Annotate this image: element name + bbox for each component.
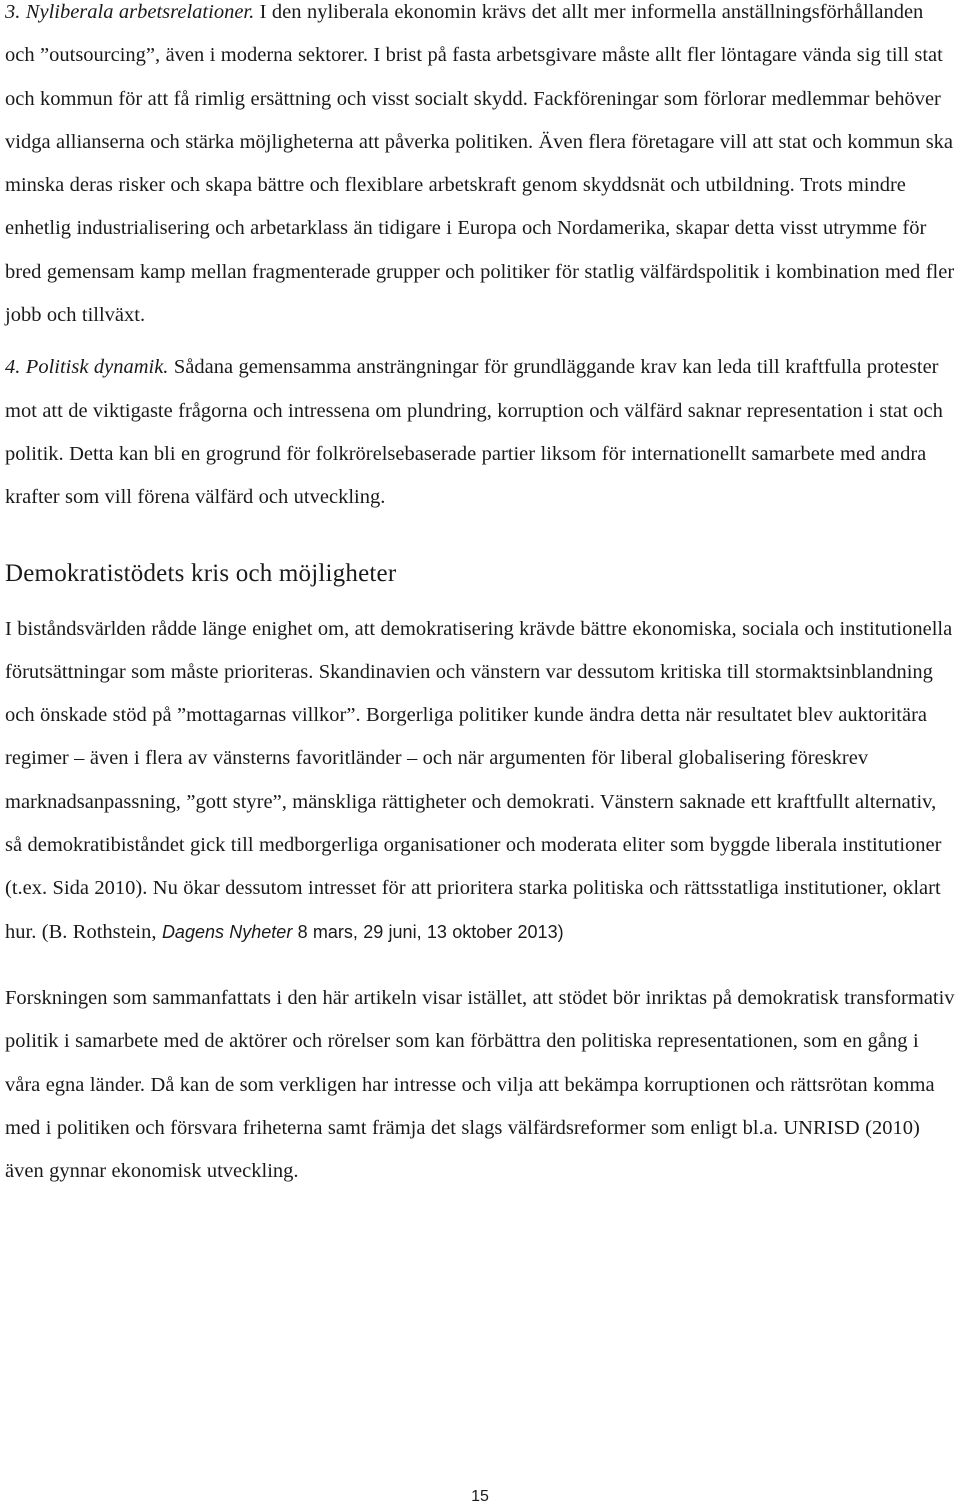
paragraph-nyliberala-arbetsrelationer xyxy=(5,0,955,337)
paragraph-demokratistod xyxy=(5,608,955,954)
paragraph-politisk-dynamik xyxy=(5,346,955,519)
paragraph-lead-politisk: 4. Politisk dynamik. xyxy=(5,356,169,379)
paragraph-forskningen xyxy=(5,977,955,1193)
section-heading: Demokratistödets kris och möjligheter xyxy=(5,559,397,587)
paragraph-body-demokratistod: I biståndsvärlden rådde länge enighet om, att demokratisering krävde bättre ekonomiska, sociala och institutionella förutsättningar som måste prioriteras. Skandinavien och vänstern var dessutom kritiska till stormaktsinblandning och önskade stöd på ”mottagarnas villkor”. Borgerliga politiker kunde ändra detta när resultatet blev auktoritära regimer – även i flera av vänsterns favoritländer – och när argumenten för liberal globalisering föreskrev marknadsanpassning, ”gott styre”, mänskliga rättigheter och demokrati. Vänstern saknade ett kraftfullt alternativ, så demokratibiståndet gick till medborgerliga organisationer och moderata eliter som byggde liberala institutioner (t.ex. Sida 2010). Nu ökar dessutom intresset för att prioritera starka politiska och rättsstatliga institutioner, oklart hur. (B. Rothstein, xyxy=(5,617,953,943)
paragraph-body-nyliberala: I den nyliberala ekonomin krävs det allt mer informella anställningsförhållanden och ”outsourcing”, även i moderna sektorer. I brist på fasta arbetsgivare måste allt fler löntagare vända sig till stat och kommun för att få rimlig ersättning och visst socialt skydd. Fackföreningar som förlorar medlemmar behöver vidga allianserna och stärka möjligheterna att påverka politiken. Även flera företagare vill att stat och kommun ska minska deras risker och skapa bättre och flexiblare arbetskraft genom skyddsnät och utbildning. Trots mindre enhetlig industrialisering och arbetarklass än tidigare i Europa och Nordamerika, skapar detta visst utrymme för bred gemensam kamp mellan fragmenterade grupper och politiker för statlig välfärdspolitik i kombination med fler jobb och tillväxt. xyxy=(5,1,955,327)
document-page xyxy=(5,0,955,1193)
paragraph-body-politisk: Sådana gemensamma ansträngningar för grundläggande krav kan leda till kraftfulla protester mot att de viktigaste frågorna och intressena om plundring, korruption och välfärd saknar representation i stat och politik. Detta kan bli en grogrund för folkrörelsebaserade partier liksom för internationellt samarbete med andra krafter som vill förena välfärd och utveckling. xyxy=(5,356,943,509)
paragraph-lead-nyliberala: 3. Nyliberala arbetsrelationer. xyxy=(5,1,255,23)
page-number: 15 xyxy=(471,1488,489,1505)
paragraph-body-forskningen: Forskningen som sammanfattats i den här artikeln visar istället, att stödet bör inriktas på demokratisk transformativ politik i samarbete med de aktörer och rörelser som kan förbättra den politiska representationen, som en gång i våra egna länder. Då kan de som verkligen har intresse och vilja att bekämpa korruptionen och rättsrötan komma med i politiken och försvara friheterna samt främja det slags välfärdsreformer som enligt bl.a. UNRISD (2010) även gynnar ekonomisk utveckling. xyxy=(5,986,955,1183)
source-title: Dagens Nyheter xyxy=(161,921,293,942)
source-dates: 8 mars, 29 juni, 13 oktober 2013) xyxy=(292,921,564,942)
